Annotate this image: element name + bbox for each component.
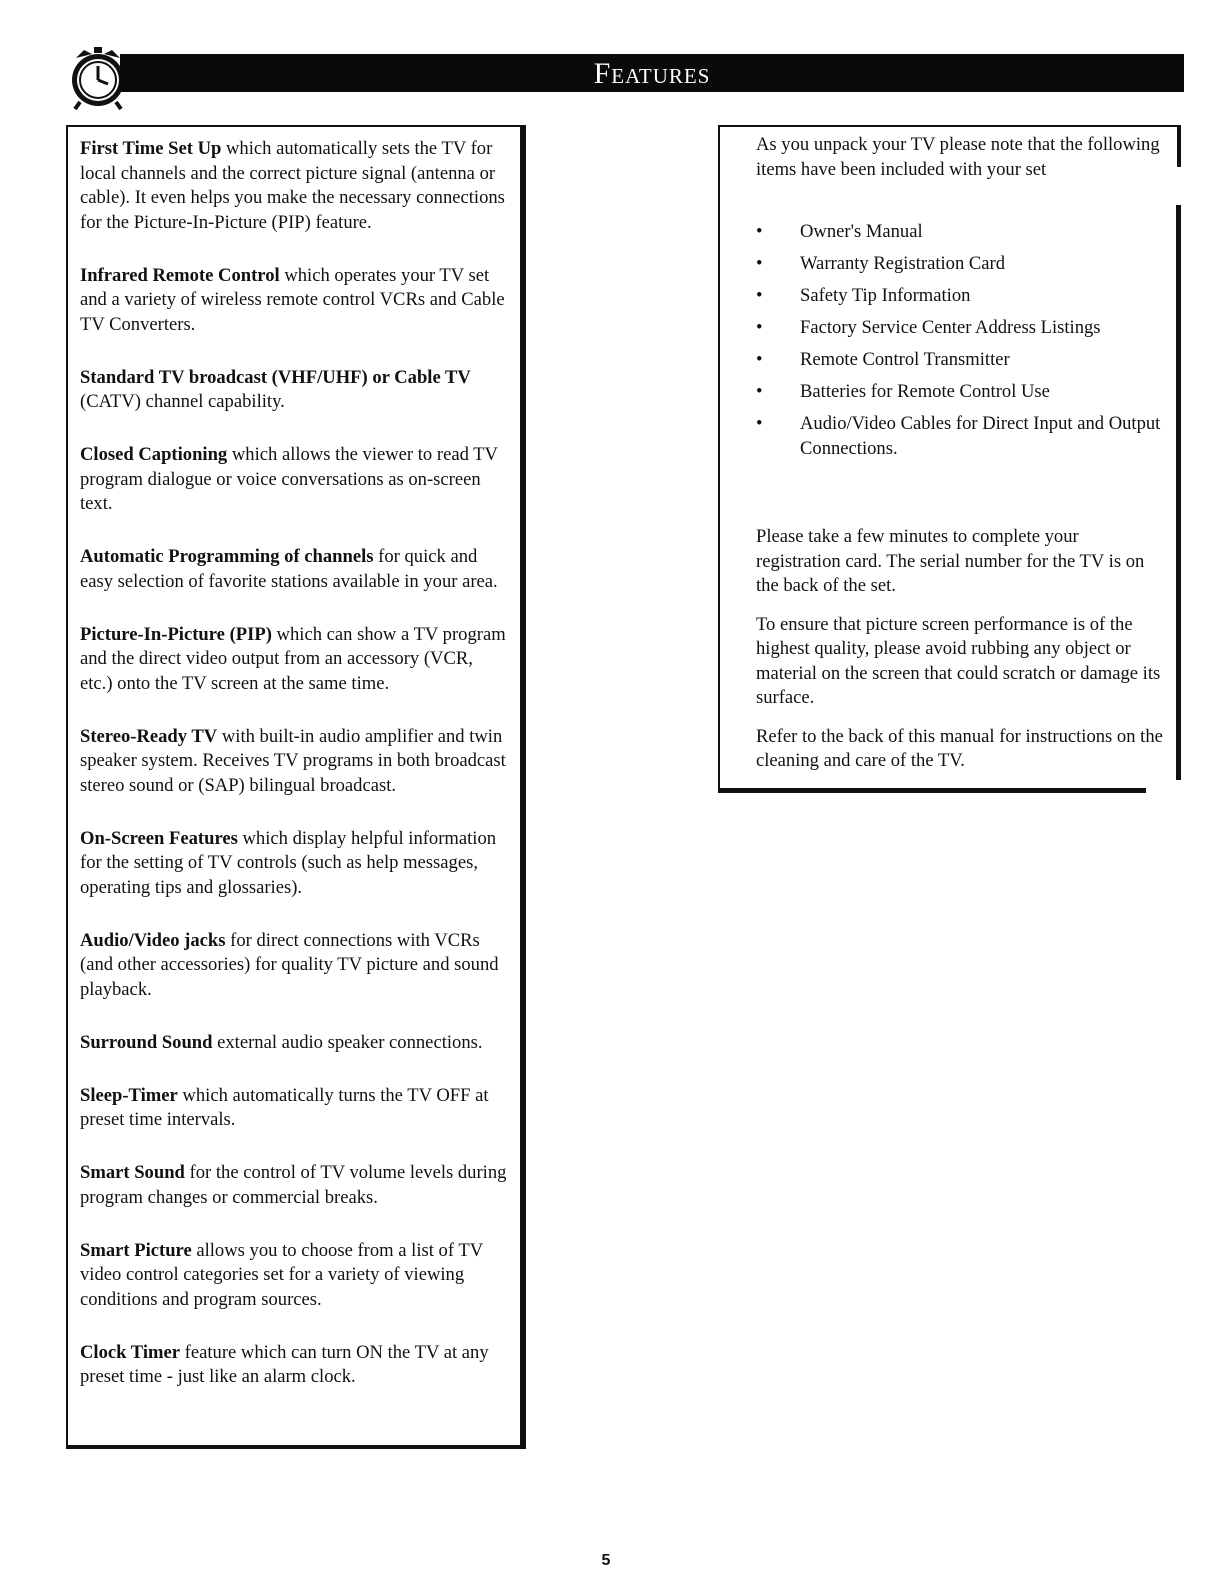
feature-term: Closed Captioning [80, 444, 228, 465]
feature-text: for direct connections with VCRs (and other accessories) for quality TV picture and sound playback. [80, 929, 499, 1000]
bullet-icon: • [756, 413, 763, 434]
feature-term: Stereo-Ready TV [80, 725, 218, 747]
included-items-list [756, 220, 1166, 461]
feature-text: external audio speaker connections. [212, 1031, 483, 1053]
feature-item [80, 725, 510, 799]
list-item-label: Factory Service Center Address Listings [800, 317, 1101, 338]
list-item-label: Remote Control Transmitter [800, 349, 1010, 370]
feature-item [80, 264, 510, 338]
feature-text: for the control of TV volume levels during program changes or commercial breaks. [80, 1162, 507, 1208]
feature-term: First Time Set Up [80, 138, 222, 159]
feature-text: which can show a TV program and the direct video output from an accessory (VCR, etc.) onto the TV screen at the same time. [80, 623, 506, 694]
feature-text: for quick and easy selection of favorite stations available in your area. [80, 546, 498, 592]
feature-item [80, 137, 510, 235]
feature-term: Surround Sound [80, 1031, 213, 1053]
list-item [756, 412, 1166, 461]
list-item-label: Audio/Video Cables for Direct Input and Output Connections. [800, 413, 1161, 459]
feature-item [80, 366, 510, 415]
box-edge [1177, 127, 1181, 167]
feature-text: which display helpful information for the setting of TV controls (such as help messages, operating tips and glossaries). [80, 827, 497, 898]
feature-term: Picture-In-Picture (PIP) [80, 623, 272, 645]
list-item [756, 284, 1166, 309]
feature-text: allows you to choose from a list of TV video control categories set for a variety of viewing conditions and program sources. [80, 1239, 483, 1310]
feature-text: which operates your TV set and a variety of wireless remote control VCRs and Cable TV Converters. [80, 264, 505, 335]
feature-term: Clock Timer [80, 1341, 181, 1363]
list-item [756, 252, 1166, 277]
screen-care-note: To ensure that picture screen performance is of the highest quality, please avoid rubbing any object or material on the screen that could scratch or damage its surface. [756, 613, 1161, 708]
feature-term: Automatic Programming of channels [80, 546, 374, 567]
feature-term: Infrared Remote Control [80, 264, 280, 286]
list-item-label: Safety Tip Information [800, 285, 971, 306]
feature-item [80, 443, 510, 517]
page-title: Features [593, 57, 711, 90]
feature-item [80, 827, 510, 901]
registration-note: Please take a few minutes to complete your registration card. The serial number for the TV is on the back of the set. [756, 526, 1145, 596]
feature-term: Audio/Video jacks [80, 929, 226, 951]
bullet-icon: • [756, 381, 763, 402]
feature-item [80, 1161, 510, 1210]
feature-text: feature which can turn ON the TV at any preset time - just like an alarm clock. [80, 1341, 489, 1387]
feature-item [80, 1239, 510, 1313]
feature-term: Smart Picture [80, 1239, 192, 1261]
feature-term: Smart Sound [80, 1162, 185, 1183]
bullet-icon: • [756, 221, 763, 242]
feature-text: (CATV) channel capability. [80, 391, 285, 412]
feature-term: On-Screen Features [80, 827, 238, 849]
list-item [756, 380, 1166, 405]
list-item [756, 348, 1166, 373]
feature-text: with built-in audio amplifier and twin speaker system. Receives TV programs in both broadcast stereo sound or (SAP) bilingual broadcast. [80, 725, 506, 796]
cleaning-note: Refer to the back of this manual for instructions on the cleaning and care of the TV. [756, 725, 1163, 771]
feature-term: Standard TV broadcast (VHF/UHF) or Cable TV [80, 366, 471, 388]
list-item [756, 316, 1166, 341]
bullet-icon: • [756, 285, 763, 306]
feature-item [80, 545, 510, 594]
feature-item [80, 1031, 510, 1056]
feature-item [80, 623, 510, 697]
unpack-content [756, 133, 1166, 788]
page-number: 5 [601, 1552, 611, 1569]
bullet-icon: • [756, 317, 763, 338]
box-edge [1176, 205, 1181, 780]
list-item-label: Batteries for Remote Control Use [800, 381, 1050, 402]
feature-text: which allows the viewer to read TV program dialogue or voice conversations as on-screen text. [80, 444, 498, 514]
list-item [756, 220, 1166, 245]
header-bar [120, 54, 1184, 92]
list-item-label: Owner's Manual [800, 221, 923, 242]
unpack-intro: As you unpack your TV please note that the following items have been included with your set [756, 134, 1160, 180]
list-item-label: Warranty Registration Card [800, 253, 1006, 274]
bullet-icon: • [756, 253, 763, 274]
feature-text: which automatically turns the TV OFF at preset time intervals. [80, 1084, 489, 1130]
bullet-icon: • [756, 349, 763, 370]
feature-item [80, 1084, 510, 1133]
feature-text: which automatically sets the TV for local channels and the correct picture signal (antenna or cable). It even helps you make the necessary connections for the Picture-In-Picture (PIP) feature. [80, 138, 505, 233]
feature-term: Sleep-Timer [80, 1084, 178, 1106]
feature-item [80, 929, 510, 1003]
features-list [66, 125, 526, 1449]
box-edge [720, 788, 1146, 793]
feature-item [80, 1341, 510, 1390]
